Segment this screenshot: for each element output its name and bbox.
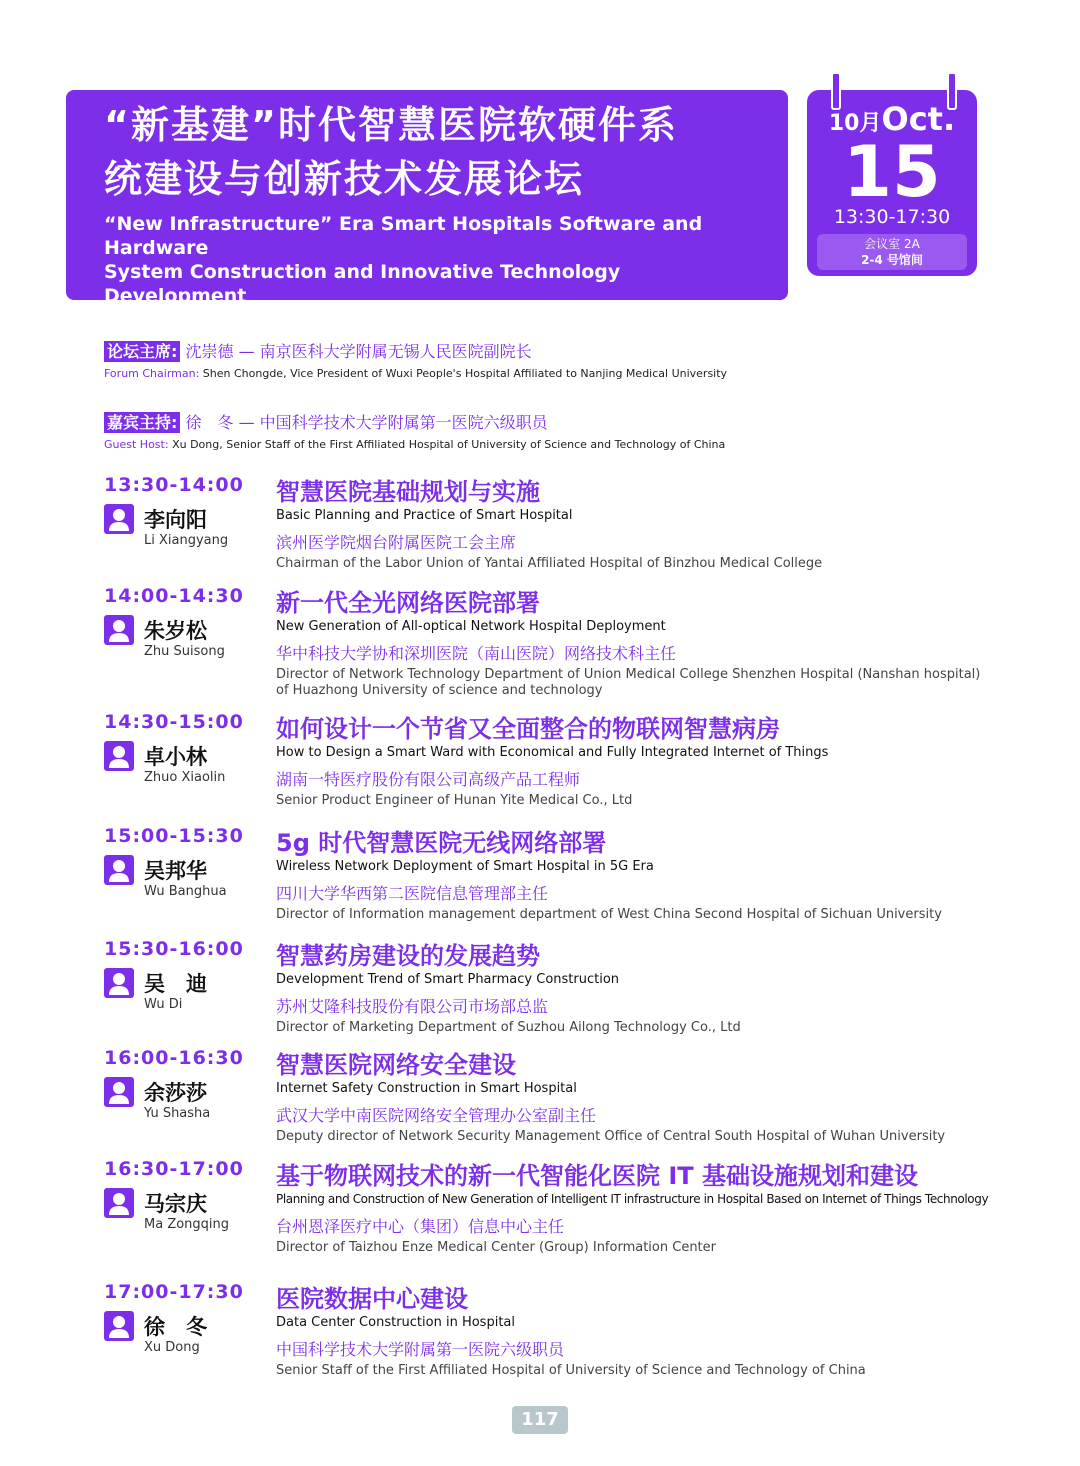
speaker-org-en: Deputy director of Network Security Management Office of Central South Hospital of Wuhan University <box>276 1129 946 1144</box>
speaker-name: 吴 迪 <box>144 972 207 996</box>
calendar-room: 会议室 2A <box>864 237 920 251</box>
speaker-org-en: Director of Network Technology Department of Union Medical College Shenzhen Hospital (Nanshan hospital) of Huazhong University of science and technology <box>276 667 981 698</box>
guest-host-en: Xu Dong, Senior Staff of the First Affiliated Hospital of University of Science and Technology of China <box>172 438 726 451</box>
person-icon <box>104 968 134 998</box>
chairman-en-label: Forum Chairman: <box>104 367 200 380</box>
forum-title-zh-2: 统建设与创新技术发展论坛 <box>104 157 585 201</box>
speaker-org-en: Director of Information management department of West China Second Hospital of Sichuan University <box>276 907 942 922</box>
forum-title-en-3: Forum <box>104 309 172 331</box>
session-title-en: Data Center Construction in Hospital <box>276 1315 515 1330</box>
speaker-name-en: Zhu Suisong <box>144 644 225 659</box>
calendar-month-cn: 10月 <box>828 111 882 136</box>
speaker-name-en: Yu Shasha <box>144 1106 211 1121</box>
session-title-en: Wireless Network Deployment of Smart Hospital in 5G Era <box>276 859 654 874</box>
session-time: 16:00-16:30 <box>104 1047 244 1069</box>
forum-title-en-1: “New Infrastructure” Era Smart Hospitals Software and Hardware <box>104 213 703 259</box>
forum-chairman <box>104 341 727 380</box>
session-title: 智慧医院网络安全建设 <box>276 1051 516 1079</box>
speaker-name: 卓小林 <box>144 745 207 769</box>
speaker-org: 华中科技大学协和深圳医院（南山医院）网络技术科主任 <box>276 644 677 663</box>
speaker-name: 马宗庆 <box>144 1192 207 1216</box>
page-number: 117 <box>512 1406 568 1434</box>
speaker-org-en: Senior Staff of the First Affiliated Hospital of University of Science and Technology of China <box>276 1363 866 1378</box>
person-icon <box>104 855 134 885</box>
speaker-org: 中国科学技术大学附属第一医院六级职员 <box>276 1340 565 1359</box>
session-title-en: Planning and Construction of New Generation of Intelligent IT infrastructure in Hospital Based on Internet of Things Technology <box>276 1192 989 1206</box>
session-time: 13:30-14:00 <box>104 474 244 496</box>
session-time: 14:00-14:30 <box>104 585 244 607</box>
speaker-org-en: Chairman of the Labor Union of Yantai Affiliated Hospital of Binzhou Medical College <box>276 556 823 571</box>
person-icon <box>104 1188 134 1218</box>
speaker-name-en: Wu Di <box>144 997 183 1012</box>
speaker-name: 余莎莎 <box>144 1081 207 1105</box>
speaker-org: 四川大学华西第二医院信息管理部主任 <box>276 884 549 903</box>
calendar-time: 13:30-17:30 <box>833 206 951 228</box>
session-title: 如何设计一个节省又全面整合的物联网智慧病房 <box>276 715 780 743</box>
session-title-en: New Generation of All-optical Network Hospital Deployment <box>276 619 666 634</box>
calendar-hall: 2-4 号馆间 <box>861 253 923 267</box>
speaker-org: 台州恩泽医疗中心（集团）信息中心主任 <box>276 1217 565 1236</box>
session-time: 15:00-15:30 <box>104 825 244 847</box>
session-title-en: Basic Planning and Practice of Smart Hospital <box>276 508 573 523</box>
session-time: 17:00-17:30 <box>104 1281 244 1303</box>
session-title-en: How to Design a Smart Ward with Economical and Fully Integrated Internet of Things <box>276 745 829 760</box>
calendar-day: 15 <box>843 131 941 213</box>
speaker-org-en: Senior Product Engineer of Hunan Yite Medical Co., Ltd <box>276 793 633 808</box>
chairman-zh: 沈崇德 — 南京医科大学附属无锡人民医院副院长 <box>185 342 532 361</box>
speaker-name: 吴邦华 <box>144 859 207 883</box>
speaker-org: 滨州医学院烟台附属医院工会主席 <box>276 533 517 552</box>
session-title: 医院数据中心建设 <box>276 1285 468 1313</box>
speaker-org-en: Director of Taizhou Enze Medical Center (Group) Information Center <box>276 1240 716 1255</box>
guest-host-zh: 徐 冬 — 中国科学技术大学附属第一医院六级职员 <box>185 413 548 432</box>
date-calendar <box>807 90 977 276</box>
speaker-name-en: Ma Zongqing <box>144 1217 230 1232</box>
session-title: 5g 时代智慧医院无线网络部署 <box>276 829 607 857</box>
person-icon <box>104 504 134 534</box>
calendar-venue <box>817 234 967 270</box>
chairman-en: Shen Chongde, Vice President of Wuxi People's Hospital Affiliated to Nanjing Medical University <box>202 367 728 380</box>
session-title: 基于物联网技术的新一代智能化医院 IT 基础设施规划和建设 <box>276 1162 919 1190</box>
chairman-tag: 论坛主席: <box>104 341 180 362</box>
speaker-name: 徐 冬 <box>144 1315 207 1339</box>
session-time: 16:30-17:00 <box>104 1158 244 1180</box>
speaker-name: 朱岁松 <box>144 619 207 643</box>
speaker-name-en: Wu Banghua <box>144 884 227 899</box>
session-title: 智慧药房建设的发展趋势 <box>276 942 540 970</box>
forum-title-zh-1: “新基建”时代智慧医院软硬件系 <box>104 103 678 147</box>
speaker-org-en: Director of Marketing Department of Suzhou Ailong Technology Co., Ltd <box>276 1020 741 1035</box>
forum-title-en <box>104 212 760 332</box>
speaker-name-en: Xu Dong <box>144 1340 200 1355</box>
person-icon <box>104 741 134 771</box>
speaker-name-en: Zhuo Xiaolin <box>144 770 226 785</box>
speaker-org: 武汉大学中南医院网络安全管理办公室副主任 <box>276 1106 597 1125</box>
session-title: 新一代全光网络医院部署 <box>276 589 540 617</box>
speaker-name: 李向阳 <box>144 508 207 532</box>
session-time: 14:30-15:00 <box>104 711 244 733</box>
session-title-en: Development Trend of Smart Pharmacy Construction <box>276 972 620 987</box>
forum-banner <box>66 90 788 331</box>
session-title-en: Internet Safety Construction in Smart Hospital <box>276 1081 577 1096</box>
speaker-name-en: Li Xiangyang <box>144 533 229 548</box>
guest-host-tag: 嘉宾主持: <box>104 412 180 433</box>
session-time: 15:30-16:00 <box>104 938 244 960</box>
guest-host <box>104 412 725 451</box>
person-icon <box>104 615 134 645</box>
speaker-org: 湖南一特医疗股份有限公司高级产品工程师 <box>276 770 581 789</box>
guest-host-en-label: Guest Host: <box>104 438 169 451</box>
forum-title-en-2: System Construction and Innovative Technology Development <box>104 261 621 307</box>
session-title: 智慧医院基础规划与实施 <box>276 478 540 506</box>
person-icon <box>104 1077 134 1107</box>
person-icon <box>104 1311 134 1341</box>
calendar-month-en: Oct. <box>881 100 956 138</box>
speaker-org: 苏州艾隆科技股份有限公司市场部总监 <box>276 997 549 1016</box>
